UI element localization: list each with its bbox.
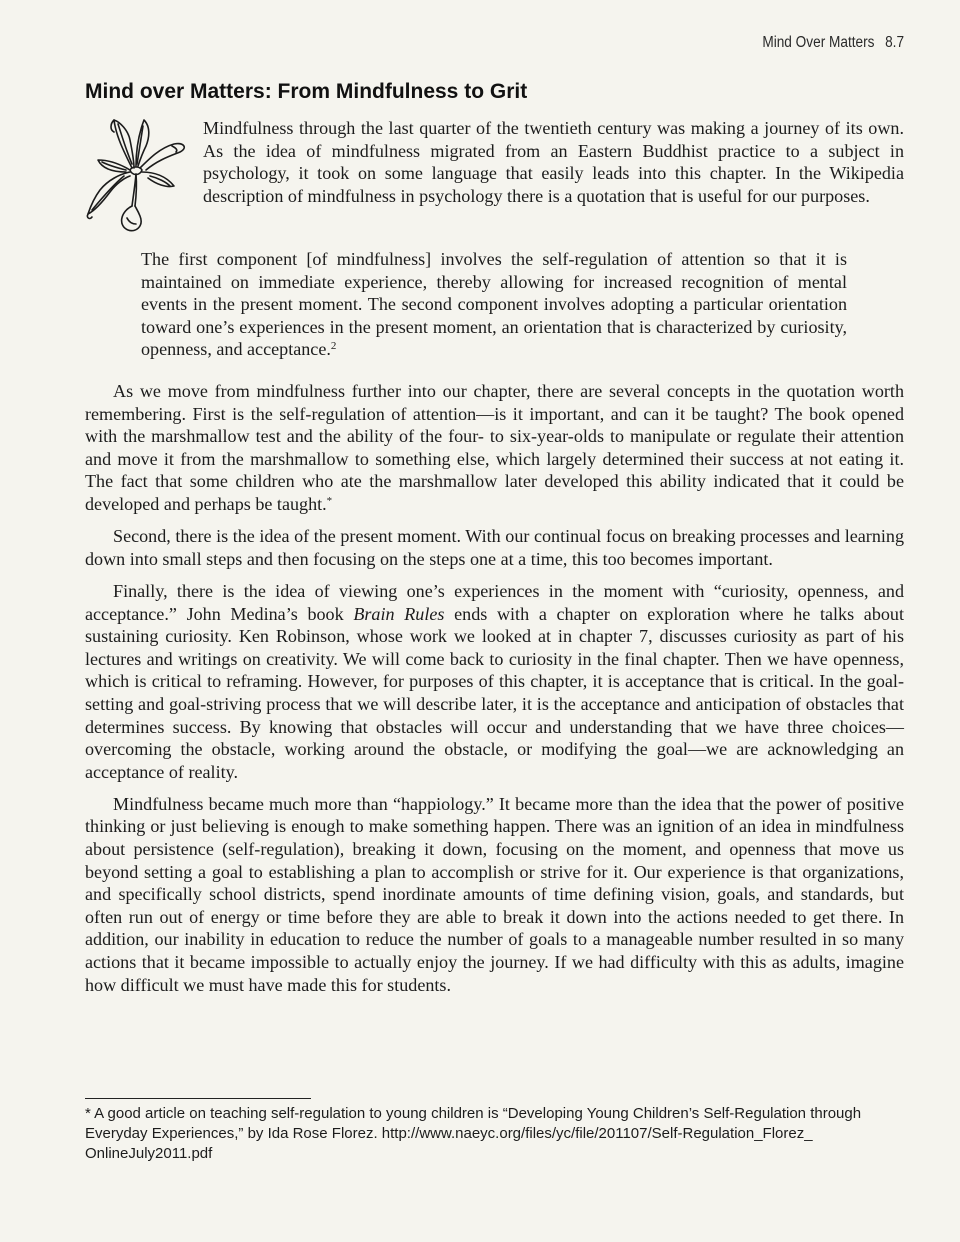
page-number: 8.7	[885, 34, 904, 51]
footnote-text: * A good article on teaching self-regulation to young children is “Developing Young Children’s Self-Regulation through Everyday Experiences,” by Ida Rose Florez. http://www.naeyc.org/files/yc/file/201107/Self-Regulation_Florez_	[85, 1105, 862, 1142]
endnote-reference: 2	[330, 340, 337, 353]
paragraph	[85, 580, 904, 783]
paragraph: Second, there is the idea of the present moment. With our continual focus on breaking processes and learning down into small steps and then focusing on the steps one at a time, this too becomes important.	[85, 526, 904, 569]
paragraph-text: ends with a chapter on exploration where he talks about sustaining curiosity. Ken Robinson, whose work we looked at in chapter 7, discusses curiosity as part of his lectures and writings on creativity. We will come back to curiosity in the final chapter. Then we have openness, which is critical to reframing. However, for purposes of this chapter, it is acceptance that is critical. In the goal-setting and goal-striving process that we will describe later, it is the acceptance and anticipation of obstacles that determines success. By knowing that obstacles will occur and understanding that we have three choices—overcoming the obstacle, working around the obstacle, or modifying the goal—we are acknowledging an acceptance of reality.	[85, 603, 905, 782]
footnote-reference: *	[326, 494, 333, 507]
book-title: Brain Rules	[353, 603, 445, 624]
paragraph-text: Finally, there is the idea of viewing one’s experiences in the moment with “curiosity, openness, and acceptance.” John Medina’s book	[85, 580, 904, 624]
running-header	[762, 34, 904, 52]
block-quote-text: The first component [of mindfulness] involves the self-regulation of attention so that it is maintained on immediate experience, thereby allowing for increased recognition of mental events in the present moment. The second component involves adopting a particular orientation toward one’s experiences in the present moment, an orientation that is characterized by curiosity, openness, and acceptance.	[141, 249, 847, 360]
paragraph	[85, 380, 904, 516]
footnote	[85, 1104, 915, 1164]
paragraph: Mindfulness became much more than “happiology.” It became more than the idea that the power of positive thinking or just believing is enough to make something happen. There was an ignition of an idea in mindfulness about persistence (self-regulation), breaking it down, focusing on the moment, and openness that move us beyond setting a goal to establishing a plan to accomplish or strive for it. Our experience is that organizations, and specifically school districts, spend inordinate amounts of time defining vision, goals, and standards, but often run out of energy or time before they are able to break it down into the actions needed to get there. In addition, our inability in education to reduce the number of goals to a manageable number resulted in so many actions that it became impossible to actually enjoy the journey. If we had difficulty with this as adults, imagine how difficult we must have made this for students.	[85, 793, 904, 995]
flower-ornament-icon	[80, 114, 192, 232]
intro-paragraph: Mindfulness through the last quarter of the twentieth century was making a journey of its own. As the idea of mindfulness migrated from an Eastern Buddhist practice to a subject in psychology, it took on some language that easily leads into this chapter. In the Wikipedia description of mindfulness in psychology there is a quotation that is useful for our purposes.	[203, 118, 904, 206]
paragraph-text: As we move from mindfulness further into our chapter, there are several concepts in the quotation worth remembering. First is the self-regulation of attention—is it important, and can it be taught? The book opened with the marshmallow test and the ability of the four- to six-year-olds to manipulate or regulate their attention and move it from the marshmallow to something else, which largely determined their success at not eating it. The fact that some children who ate the marshmallow later developed this ability indicated that it could be developed and perhaps be taught.	[85, 381, 904, 514]
footnote-divider	[85, 1098, 311, 1099]
running-title: Mind Over Matters	[762, 34, 875, 51]
block-quote	[141, 248, 847, 361]
section-title: Mind over Matters: From Mindfulness to Grit	[85, 80, 528, 103]
body-text	[85, 380, 904, 1006]
footnote-url-end: OnlineJuly2011.pdf	[85, 1145, 213, 1162]
